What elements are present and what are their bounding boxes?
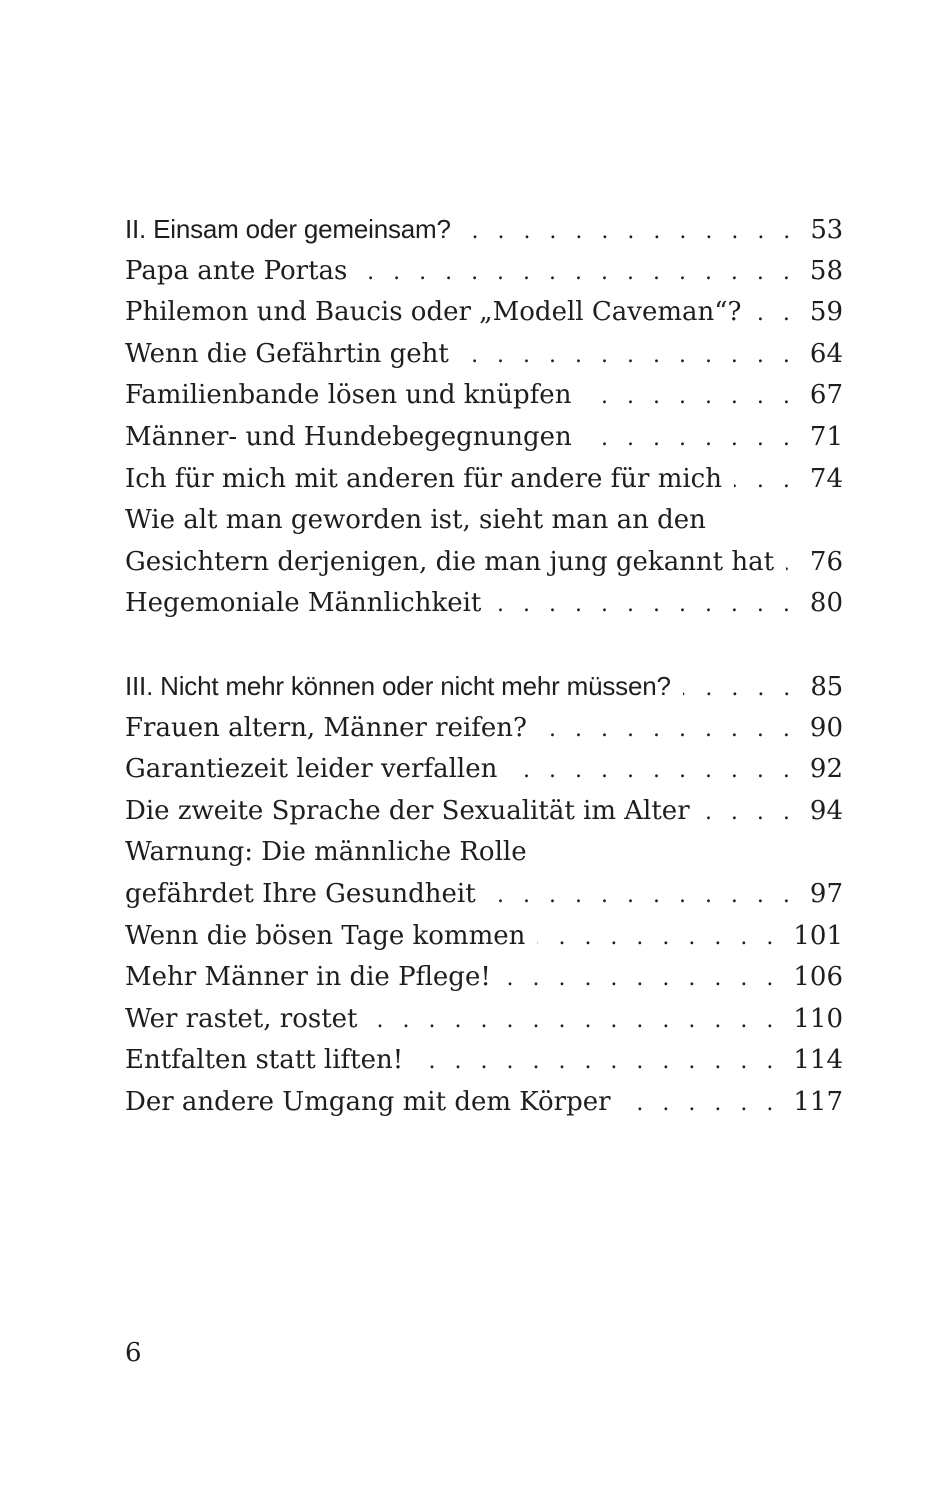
toc-entry[interactable] <box>125 708 843 750</box>
toc-entry[interactable] <box>125 334 843 376</box>
dot-leader <box>702 792 796 834</box>
toc-entry[interactable] <box>125 292 843 334</box>
entry-title: Familienbande lösen und knüpfen <box>125 380 572 411</box>
entry-title: Ich für mich mit anderen für andere für mich <box>125 463 722 494</box>
dot-leader <box>461 335 796 377</box>
entry-page: 106 <box>793 962 843 993</box>
table-of-contents <box>125 209 843 1123</box>
toc-entry[interactable] <box>125 916 843 958</box>
entry-page: 92 <box>809 754 843 785</box>
dot-leader <box>415 1041 779 1083</box>
chapter-page: 53 <box>810 215 843 245</box>
dot-leader <box>539 709 796 751</box>
toc-entry-line1[interactable] <box>125 832 843 874</box>
toc-chapter-heading[interactable] <box>125 209 843 251</box>
toc-entry[interactable] <box>125 874 843 916</box>
entry-title: Gesichtern derjenigen, die man jung gekannt hat <box>125 546 775 577</box>
dot-leader <box>537 917 779 959</box>
entry-page: 64 <box>809 338 843 369</box>
entry-page: 59 <box>809 297 843 328</box>
toc-section-3 <box>125 666 843 1124</box>
entry-title: Wer rastet, rostet <box>125 1003 358 1034</box>
entry-page: 67 <box>809 380 843 411</box>
entry-page: 71 <box>809 421 843 452</box>
entry-title: Der andere Umgang mit dem Körper <box>125 1086 611 1117</box>
toc-entry[interactable] <box>125 791 843 833</box>
toc-entry[interactable] <box>125 542 843 584</box>
toc-entry[interactable] <box>125 957 843 999</box>
entry-title: Philemon und Baucis oder „Modell Caveman“? <box>125 297 742 328</box>
dot-leader <box>583 376 795 418</box>
dot-leader <box>503 958 780 1000</box>
chapter-title: III. Nicht mehr können oder nicht mehr müssen? <box>125 670 671 701</box>
toc-entry[interactable] <box>125 251 843 293</box>
chapter-title: II. Einsam oder gemeinsam? <box>125 214 451 244</box>
page-number: 6 <box>125 1338 142 1368</box>
chapter-page: 85 <box>810 671 843 702</box>
dot-leader <box>369 1000 779 1042</box>
entry-title: Hegemoniale Männlichkeit <box>125 588 482 619</box>
entry-page: 110 <box>793 1003 843 1034</box>
dot-leader <box>493 584 796 626</box>
toc-section-2 <box>125 209 843 625</box>
entry-title: Papa ante Portas <box>125 255 348 286</box>
entry-title: Frauen altern, Männer reifen? <box>125 712 527 743</box>
entry-title: Mehr Männer in die Pflege! <box>125 962 491 993</box>
entry-title: Die zweite Sprache der Sexualität im Alter <box>125 795 690 826</box>
entry-title: Entfalten statt liften! <box>125 1045 404 1076</box>
entry-page: 94 <box>809 795 843 826</box>
toc-entry[interactable] <box>125 999 843 1041</box>
toc-entry[interactable] <box>125 375 843 417</box>
entry-page: 101 <box>793 920 843 951</box>
entry-page: 58 <box>809 255 843 286</box>
entry-page: 90 <box>809 712 843 743</box>
dot-leader <box>623 1083 780 1125</box>
toc-entry[interactable] <box>125 583 843 625</box>
entry-title: Männer- und Hundebegegnungen <box>125 421 572 452</box>
toc-entry[interactable] <box>125 459 843 501</box>
entry-title-line1: Warnung: Die männliche Rolle <box>125 837 527 868</box>
dot-leader <box>488 875 796 917</box>
entry-title: Wenn die bösen Tage kommen <box>125 920 526 951</box>
toc-entry[interactable] <box>125 749 843 791</box>
entry-title-line1: Wie alt man geworden ist, sieht man an den <box>125 505 706 536</box>
toc-entry[interactable] <box>125 1040 843 1082</box>
dot-leader <box>683 668 797 710</box>
dot-leader <box>786 543 796 585</box>
toc-entry[interactable] <box>125 417 843 459</box>
toc-chapter-heading[interactable] <box>125 666 843 708</box>
entry-page: 97 <box>809 878 843 909</box>
dot-leader <box>584 418 796 460</box>
entry-title: Wenn die Gefährtin geht <box>125 338 449 369</box>
entry-page: 80 <box>809 588 843 619</box>
toc-entry-line1[interactable] <box>125 500 843 542</box>
entry-page: 74 <box>809 463 843 494</box>
entry-page: 76 <box>809 546 843 577</box>
dot-leader <box>753 293 795 335</box>
dot-leader <box>463 211 797 253</box>
dot-leader <box>509 750 796 792</box>
entry-page: 117 <box>793 1086 843 1117</box>
toc-entry[interactable] <box>125 1082 843 1124</box>
entry-title: gefährdet Ihre Gesundheit <box>125 878 476 909</box>
entry-title: Garantiezeit leider verfallen <box>125 754 498 785</box>
entry-page: 114 <box>793 1045 843 1076</box>
dot-leader <box>734 460 796 502</box>
dot-leader <box>359 252 796 294</box>
